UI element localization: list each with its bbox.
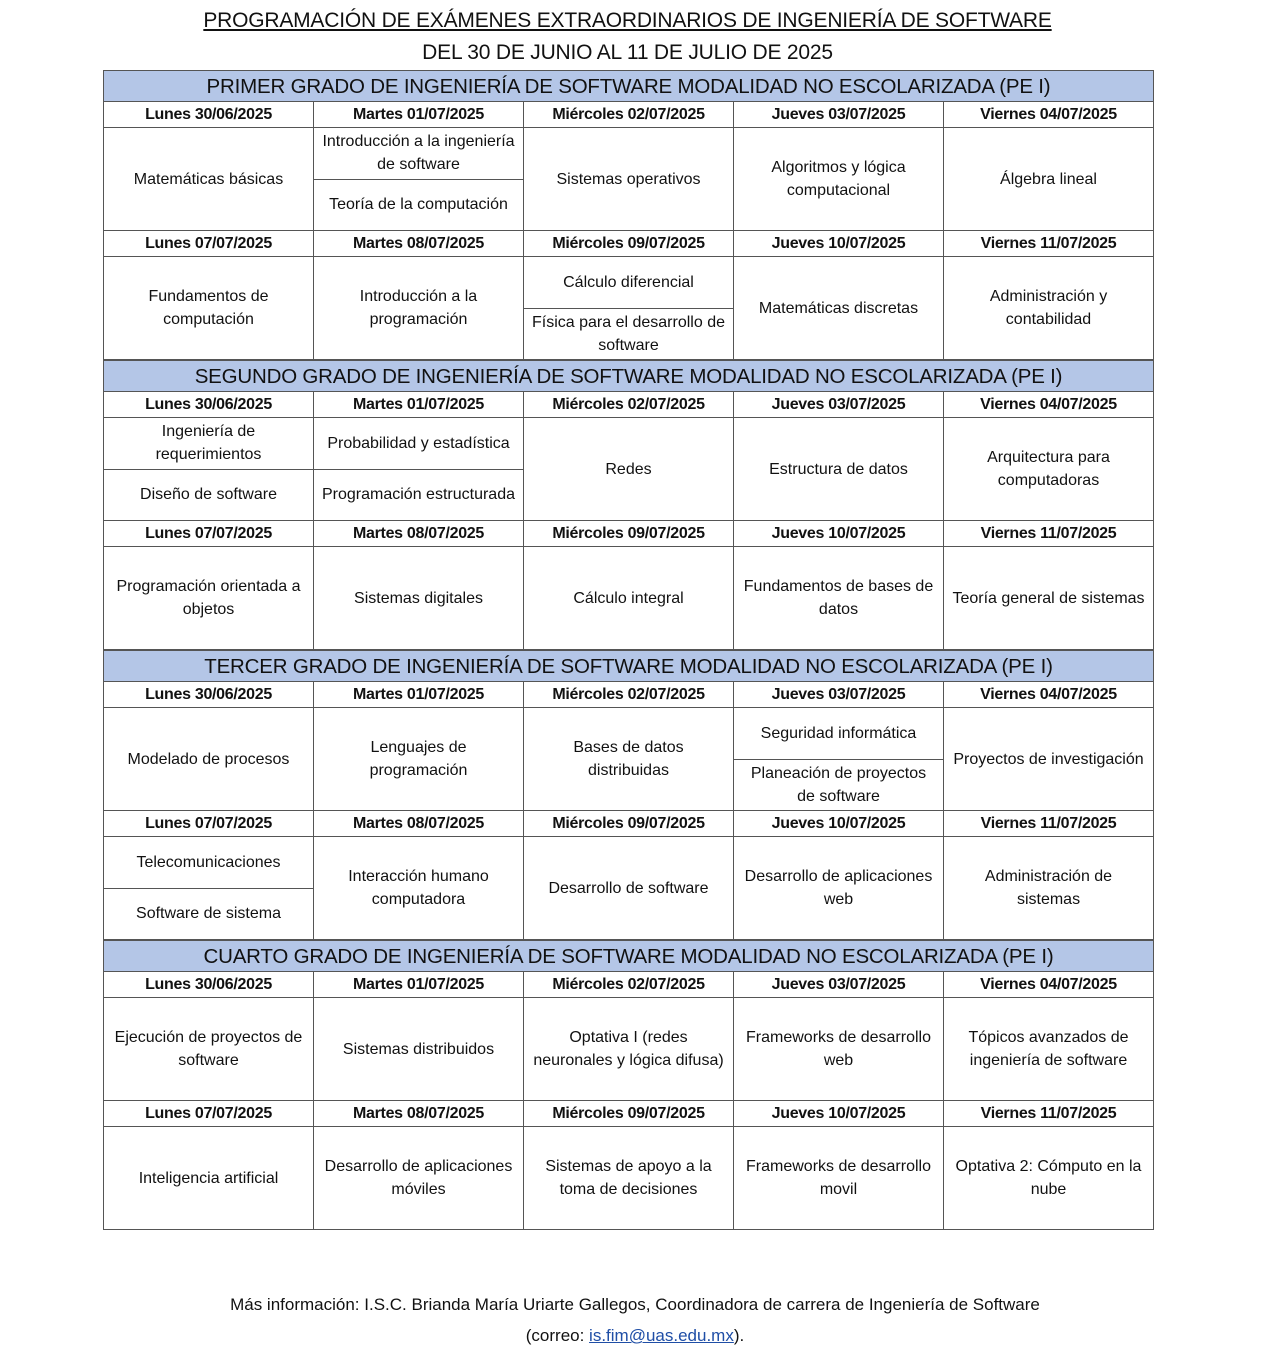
subject-cell (314, 708, 524, 810)
subject-name: Sistemas de apoyo a la toma de decisiones (545, 1158, 712, 1198)
subject-name: Administración de sistemas (984, 868, 1113, 908)
day-header-cell: Miércoles 09/07/2025 (524, 231, 734, 256)
day-header-cell: Viernes 04/07/2025 (980, 396, 1117, 413)
subject-row (104, 547, 1153, 650)
subject-row (104, 1127, 1153, 1230)
subject-row (104, 418, 1153, 521)
grade-header: TERCER GRADO DE INGENIERÍA DE SOFTWARE MODALIDAD NO ESCOLARIZADA (PE I) (104, 650, 1153, 682)
subject-name: Fundamentos de bases de datos (743, 578, 934, 618)
day-header-cell: Lunes 07/07/2025 (104, 231, 314, 256)
subject-cell (104, 998, 314, 1100)
subject-cell (524, 547, 734, 649)
day-header-cell: Viernes 04/07/2025 (980, 686, 1117, 703)
day-header-cell: Viernes 11/07/2025 (980, 815, 1117, 832)
subject-name: Cálculo diferencial (563, 273, 694, 291)
subject-cell (524, 418, 734, 520)
subject-cell (104, 547, 314, 649)
day-header-row (104, 1101, 1153, 1127)
subject-cell (104, 257, 314, 359)
day-header-cell: Martes 08/07/2025 (314, 521, 524, 546)
day-header-cell: Miércoles 09/07/2025 (524, 521, 734, 546)
subject-name: Teoría general de sistemas (952, 589, 1145, 607)
subject-name: Frameworks de desarrollo movil (746, 1158, 931, 1198)
subject-cell (524, 837, 734, 939)
subject-name: Arquitectura para computadoras (987, 449, 1110, 489)
day-header-cell: Lunes 30/06/2025 (104, 392, 314, 417)
subject-name: Matemáticas discretas (758, 299, 919, 317)
day-header-cell: Martes 08/07/2025 (314, 231, 524, 256)
day-header-row (104, 102, 1153, 128)
subject-name: Física para el desarrollo de software (524, 308, 733, 360)
subject-name: Ingeniería de requerimientos (155, 423, 262, 464)
day-header-cell: Viernes 04/07/2025 (980, 106, 1117, 123)
day-header-cell: Jueves 03/07/2025 (734, 972, 944, 997)
subject-cell (524, 998, 734, 1100)
day-header-cell: Martes 08/07/2025 (314, 1101, 524, 1126)
document-subtitle: DEL 30 DE JUNIO AL 11 DE JULIO DE 2025 (422, 41, 833, 64)
email-link[interactable]: is.fim@uas.edu.mx (589, 1326, 734, 1345)
day-header-cell: Viernes 11/07/2025 (980, 1105, 1117, 1122)
subject-row (104, 257, 1153, 360)
day-header-cell: Miércoles 02/07/2025 (524, 972, 734, 997)
subject-cell (314, 418, 524, 520)
footer-email-line (0, 1326, 1270, 1346)
day-header-cell: Jueves 03/07/2025 (734, 392, 944, 417)
subject-cell (944, 257, 1153, 359)
day-header-cell: Martes 01/07/2025 (314, 102, 524, 127)
subject-name: Tópicos avanzados de ingeniería de software (968, 1029, 1129, 1069)
day-header-cell: Miércoles 09/07/2025 (524, 1101, 734, 1126)
subject-name: Álgebra lineal (1000, 170, 1097, 188)
subject-cell (104, 1127, 314, 1229)
subject-name: Frameworks de desarrollo web (746, 1029, 931, 1069)
subject-cell (104, 128, 314, 230)
grade-header: PRIMER GRADO DE INGENIERÍA DE SOFTWARE MODALIDAD NO ESCOLARIZADA (PE I) (104, 70, 1153, 102)
subject-cell (104, 418, 314, 520)
subject-name: Optativa 2: Cómputo en la nube (955, 1158, 1142, 1198)
subject-name: Matemáticas básicas (133, 170, 284, 188)
subject-cell (314, 1127, 524, 1229)
subject-cell (524, 1127, 734, 1229)
day-header-row (104, 392, 1153, 418)
day-header-cell: Martes 08/07/2025 (314, 811, 524, 836)
day-header-cell: Viernes 11/07/2025 (980, 235, 1117, 252)
subject-cell (944, 1127, 1153, 1229)
day-header-cell: Miércoles 02/07/2025 (524, 102, 734, 127)
day-header-cell: Miércoles 09/07/2025 (524, 811, 734, 836)
grade-header: CUARTO GRADO DE INGENIERÍA DE SOFTWARE MODALIDAD NO ESCOLARIZADA (PE I) (104, 940, 1153, 972)
subject-name: Seguridad informática (760, 724, 917, 742)
exam-schedule-table (103, 70, 1154, 1230)
subject-name: Ejecución de proyectos de software (114, 1029, 303, 1069)
subject-name: Sistemas digitales (354, 589, 483, 607)
day-header-cell: Lunes 30/06/2025 (104, 102, 314, 127)
subject-cell (734, 1127, 944, 1229)
day-header-cell: Jueves 10/07/2025 (734, 811, 944, 836)
subject-name: Cálculo integral (573, 589, 684, 607)
subject-name: Redes (605, 460, 652, 478)
day-header-cell: Lunes 30/06/2025 (104, 682, 314, 707)
subject-name: Interacción humano computadora (348, 868, 489, 908)
subject-name: Proyectos de investigación (953, 750, 1144, 768)
subject-name: Software de sistema (104, 888, 313, 940)
day-header-cell: Viernes 04/07/2025 (980, 976, 1117, 993)
day-header-cell: Martes 01/07/2025 (314, 972, 524, 997)
day-header-cell: Viernes 11/07/2025 (980, 525, 1117, 542)
day-header-cell: Miércoles 02/07/2025 (524, 392, 734, 417)
subject-name: Probabilidad y estadística (327, 434, 510, 452)
subject-cell (524, 128, 734, 230)
subject-cell (734, 257, 944, 359)
subject-name: Desarrollo de aplicaciones web (744, 868, 933, 908)
subject-cell (944, 547, 1153, 649)
subject-cell (524, 708, 734, 810)
subject-name: Introducción a la programación (359, 288, 478, 328)
day-header-cell: Jueves 10/07/2025 (734, 1101, 944, 1126)
subject-name: Desarrollo de aplicaciones móviles (324, 1158, 513, 1198)
day-header-row (104, 811, 1153, 837)
subject-cell (734, 708, 944, 810)
subject-name: Sistemas operativos (556, 170, 701, 188)
subject-cell (104, 708, 314, 810)
subject-cell (314, 128, 524, 230)
subject-row (104, 837, 1153, 940)
footer-email-suffix: ). (733, 1326, 745, 1345)
subject-cell (734, 837, 944, 939)
day-header-row (104, 972, 1153, 998)
subject-row (104, 128, 1153, 231)
subject-name: Inteligencia artificial (138, 1169, 279, 1187)
day-header-cell: Jueves 03/07/2025 (734, 682, 944, 707)
day-header-row (104, 231, 1153, 257)
grade-header: SEGUNDO GRADO DE INGENIERÍA DE SOFTWARE MODALIDAD NO ESCOLARIZADA (PE I) (104, 360, 1153, 392)
subject-name: Diseño de software (104, 469, 313, 521)
subject-name: Teoría de la computación (314, 179, 523, 231)
subject-cell (944, 708, 1153, 810)
day-header-cell: Lunes 07/07/2025 (104, 1101, 314, 1126)
subject-name: Telecomunicaciones (136, 853, 281, 871)
subject-name: Bases de datos distribuidas (573, 739, 684, 779)
subject-name: Planeación de proyectos de software (734, 759, 943, 811)
subject-cell (734, 547, 944, 649)
subject-cell (314, 257, 524, 359)
subject-cell (314, 547, 524, 649)
subject-name: Lenguajes de programación (369, 739, 468, 779)
subject-name: Optativa I (redes neuronales y lógica difusa) (533, 1029, 724, 1069)
day-header-row (104, 521, 1153, 547)
subject-cell (734, 418, 944, 520)
footer-contact-info: Más información: I.S.C. Brianda María Uriarte Gallegos, Coordinadora de carrera de Ingeniería de Software (230, 1295, 1040, 1314)
subject-cell (734, 128, 944, 230)
subject-name: Fundamentos de computación (148, 288, 269, 328)
subject-name: Algoritmos y lógica computacional (771, 159, 906, 199)
day-header-cell: Jueves 03/07/2025 (734, 102, 944, 127)
day-header-cell: Miércoles 02/07/2025 (524, 682, 734, 707)
document-title: PROGRAMACIÓN DE EXÁMENES EXTRAORDINARIOS DE INGENIERÍA DE SOFTWARE (203, 9, 1052, 32)
subject-cell (314, 998, 524, 1100)
subject-name: Modelado de procesos (127, 750, 290, 768)
subject-name: Programación estructurada (314, 469, 523, 521)
day-header-cell: Lunes 07/07/2025 (104, 521, 314, 546)
subject-name: Programación orientada a objetos (116, 578, 301, 618)
subject-row (104, 998, 1153, 1101)
day-header-cell: Jueves 10/07/2025 (734, 231, 944, 256)
subject-cell (734, 998, 944, 1100)
day-header-cell: Lunes 30/06/2025 (104, 972, 314, 997)
subject-cell (944, 837, 1153, 939)
day-header-cell: Martes 01/07/2025 (314, 392, 524, 417)
day-header-cell: Lunes 07/07/2025 (104, 811, 314, 836)
day-header-row (104, 682, 1153, 708)
subject-cell (944, 418, 1153, 520)
day-header-cell: Martes 01/07/2025 (314, 682, 524, 707)
subject-name: Desarrollo de software (548, 879, 709, 897)
subject-cell (104, 837, 314, 939)
footer-email-prefix: (correo: (525, 1326, 590, 1345)
subject-row (104, 708, 1153, 811)
day-header-cell: Jueves 10/07/2025 (734, 521, 944, 546)
subject-cell (944, 128, 1153, 230)
subject-name: Sistemas distribuidos (342, 1040, 495, 1058)
subject-cell (524, 257, 734, 359)
subject-name: Introducción a la ingeniería de software (322, 133, 515, 174)
subject-name: Estructura de datos (769, 460, 908, 478)
subject-cell (314, 837, 524, 939)
subject-cell (944, 998, 1153, 1100)
subject-name: Administración y contabilidad (989, 288, 1108, 328)
